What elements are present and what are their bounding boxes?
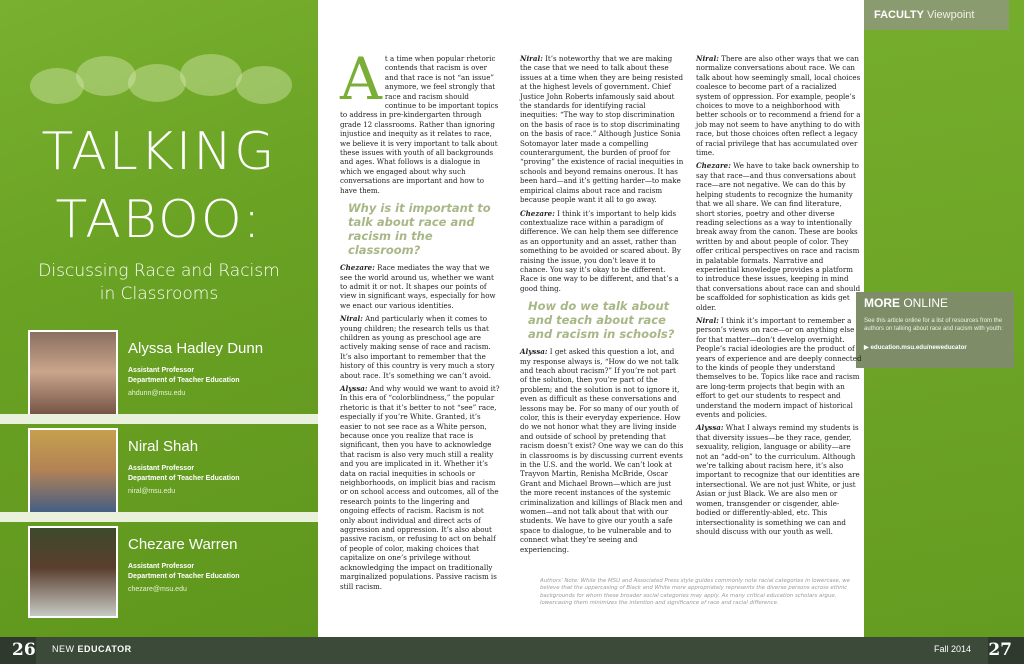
subtitle-line-1: Discussing Race and Racism — [38, 261, 280, 281]
author-email[interactable]: chezare@msu.edu — [128, 586, 187, 593]
more-online-title-rest: ONLINE — [900, 296, 949, 310]
speaker-name: Chezare: — [340, 263, 375, 273]
speaker-name: Niral: — [520, 54, 543, 63]
paragraph-text: I think it’s important to help kids contextualize race within a paradigm of difference. We can help them see difference as an opportunity and an asset, rather than something to be avoided or scared about. By raising the issue, you don’t leave it to chance. You say it’s okay to be different. Race is one way to be different, and that’s a good thing. — [520, 208, 681, 293]
author-title: Assistant Professor — [128, 465, 195, 472]
paragraph-text: It’s noteworthy that we are making the case that we need to talk about these issues at a time when they are being resisted at the highest levels of government. Chief Justice John Roberts infamously said about the standards for identifying racial inequities: “The way to stop discrimination on the basis of race is to stop discriminating on the basis of race.” Although Justice Sonia Sotomayor later made a compelling counterargument, the burden of proof for “proving” the existence of racial inequities in schools and beyond remains onerous. It has been hard—and it’s getting harder—to make empirical claims about race and racism because people want it all to go away. — [520, 54, 684, 205]
author-name: Chezare Warren — [128, 536, 238, 553]
author-photo — [28, 526, 118, 618]
paragraph — [520, 54, 684, 205]
paragraph-text: I think it’s important to remember a person’s views on race—or on anything else for that matter—don’t develop overnight. People’s racial ideologies are the product of years of experience and are deeply connected to the kinds of people they understand themselves to be. Topics like race and racism are long-term projects that begin with an effort to get our students to respect and understand the modern impact of historical events and policies. — [696, 315, 862, 420]
paragraph-text: What I always remind my students is that diversity issues—be they race, gender, sexuality, religion, language or ability—are not an “add-on” to the curriculum. Although we’re talking about racism here, it’s also important to recognize that our identities are intersectional. We are not just White, or just Asian or just Black. We are also men or women, transgender or cisgender, able-bodied or differently-abled, etc. This intersectionality is something we can and should discuss with our youth as well. — [696, 423, 860, 536]
cover-panel — [0, 0, 318, 637]
speaker-name: Alyssa: — [520, 347, 548, 357]
speaker-name: Alyssa: — [340, 383, 368, 393]
paragraph-text: We have to take back ownership to say that race—and thus conversations about race—are not negative. We can do this by helping students to recognize the humanity that we all share. We can find literature, short stories, poetry and other diverse reading selections as a way to intentionally break away from the canon. These are books written by and about people of color. They offer critical perspectives on race and racism in palatable formats. Narrative and experiential knowledge provides a platform to introduce these issues, keeping in mind that conversations about race can and should be scaffolded for sophistication as kids get older. — [696, 161, 861, 312]
cursor-icon: ▶ — [864, 344, 871, 351]
author-title: Assistant Professor — [128, 563, 195, 570]
author-role — [128, 366, 240, 386]
author-role — [128, 464, 240, 484]
section-tag — [864, 0, 1009, 30]
title-line-1: TALKING — [41, 122, 277, 182]
page-number-left: 26 — [12, 640, 36, 660]
more-online-title-bold: MORE — [864, 296, 900, 310]
page-footer — [0, 637, 1024, 664]
magazine-name — [52, 644, 132, 654]
author-name: Alyssa Hadley Dunn — [128, 340, 264, 357]
issue-date: Fall 2014 — [934, 644, 972, 654]
speech-bubble-icon — [180, 54, 242, 96]
section-tag-bold: FACULTY — [874, 9, 924, 21]
paragraph-text: And particularly when it comes to young children; the research tells us that children as young as preschool age are actively making sense of race and racism. It’s also important to remember that the history of this country is very much a story about race. It’s something we can’t avoid. — [340, 314, 495, 380]
speech-bubble-icon — [76, 56, 136, 96]
more-online-title — [864, 296, 948, 310]
author-name: Niral Shah — [128, 438, 199, 455]
author-email[interactable]: niral@msu.edu — [128, 488, 176, 495]
author-department: Department of Teacher Education — [128, 475, 240, 482]
section-heading: Why is it important to talk about race and racism in the classroom? — [348, 201, 491, 258]
author-photo — [28, 330, 118, 422]
authors-note: Authors’ Note: While the MSU and Associated Press style guides commonly note racial categories in lowercase, we believe that the uppercasing of Black and White more appropriately represents the diverse persons across ethnic backgrounds for whom these broader social categories may apply. As many critical education scholars argue, lowercasing them minimizes the intention and significance of race and racial difference. — [540, 578, 850, 607]
paragraph — [696, 54, 862, 157]
divider — [0, 414, 318, 424]
author-email[interactable]: ahdunn@msu.edu — [128, 390, 186, 397]
author-card — [0, 424, 318, 522]
speaker-name: Chezare: — [696, 161, 731, 171]
author-card — [0, 326, 318, 424]
author-title: Assistant Professor — [128, 367, 195, 374]
intro-paragraph — [340, 45, 500, 195]
section-tag-rest: Viewpoint — [923, 9, 975, 21]
paragraph — [340, 314, 500, 380]
author-photo — [28, 428, 118, 520]
speaker-name: Niral: — [696, 54, 719, 63]
speaker-name: Alyssa: — [696, 423, 724, 433]
article-column-3 — [696, 54, 862, 540]
paragraph-text: Race mediates the way that we see the world around us, whether we want to admit it or not. It shapes our points of view in significant ways, especially for how we enact our various identities. — [340, 263, 496, 310]
intro-text: t a time when popular rhetoric contends that racism is over and that race is not “an issue” anymore, we feel strongly that race and racism should continue to be important topics to address in pre-kindergarten through grade 12 classrooms. Rather than ignoring injustice and inequity as it relates to race, we believe it is very important to talk about these issues with youth of all backgrounds and ages. What follows is a dialogue in which we engaged about why such conversations are important and how to have them. — [340, 54, 499, 195]
subtitle — [0, 260, 318, 306]
author-role — [128, 562, 240, 582]
speaker-name: Chezare: — [520, 208, 555, 218]
paragraph — [520, 347, 684, 554]
paragraph — [696, 316, 862, 419]
more-online-box — [856, 292, 1014, 368]
magazine-name-b: EDUCATOR — [77, 644, 132, 654]
title-line-2: TABOO: — [55, 190, 263, 250]
subtitle-line-2: in Classrooms — [99, 284, 219, 304]
article-column-1 — [340, 45, 500, 595]
article-column-2 — [520, 54, 684, 558]
author-card — [0, 522, 318, 620]
paragraph-text: I get asked this question a lot, and my response always is, “How do we not talk and teach about racism?” If you’re not part of the solution, then you’re part of the problem; and the solution is not to ignore it, even as difficult as these conversations and lessons may be. For so many of our youth of color, this is their everyday experience. How do we not honor what they are living inside and outside of school by pretending that racism doesn’t exist? One way we can do this in classrooms is by discussing current events in the U.S. and the world. We can’t look at Trayvon Martin, Renisha McBride, Oscar Grant and Michael Brown—which are just the more recent instances of the systemic criminalization and killings of Black men and women—and not talk about that with our students. We have to give our youth a safe space to dialogue, to be vulnerable and to connect what they’re seeing and experiencing. — [520, 347, 684, 554]
more-online-link[interactable] — [864, 344, 967, 351]
paragraph — [696, 423, 862, 536]
section-heading: How do we talk about and teach about race and racism in schools? — [528, 299, 675, 342]
speaker-name: Niral: — [696, 315, 719, 325]
paragraph — [340, 263, 500, 310]
more-online-text: See this article online for a list of resources from the authors on talking about race and racism with youth: — [864, 318, 1003, 332]
speech-bubble-icon — [236, 66, 292, 104]
speaker-name: Niral: — [340, 314, 363, 324]
drop-cap: A — [340, 45, 382, 113]
speech-bubble-icon — [128, 64, 186, 102]
paragraph — [696, 161, 862, 312]
author-department: Department of Teacher Education — [128, 573, 240, 580]
paragraph — [340, 384, 500, 591]
magazine-name-a: NEW — [52, 644, 78, 654]
page-number-right: 27 — [988, 640, 1012, 660]
speech-bubbles-graphic — [30, 50, 300, 120]
author-department: Department of Teacher Education — [128, 377, 240, 384]
more-online-url[interactable]: education.msu.edu/neweducator — [870, 344, 967, 351]
divider — [0, 512, 318, 522]
paragraph-text: And why would we want to avoid it? In this era of “colorblindness,” the popular rhetoric is that it’s better to not “see” race, especially if you’re White. Granted, it’s easier to not see race as a White person, because once you realize that race is significant, then you have to acknowledge that racism is also very much still a reality and you are implicated in it. Whether it’s data on racial inequities in schools or neighborhoods, on implicit bias and racism or on school access and outcomes, all of the research points to the lingering and ongoing effects of racism. Racism is not only about individual and direct acts of aggression and oppression. It’s also about passive racism, or refusing to act on behalf of people of color, making choices that capitalize on one’s privilege without acknowledging the impact on traditionally marginalized populations. Passive racism is still racism. — [340, 383, 500, 591]
paragraph — [520, 209, 684, 294]
paragraph-text: There are also other ways that we can normalize conversations about race. We can talk about how seemingly small, local choices coalesce to become part of a racialized system of oppression. For example, people’s choices to move to a neighborhood with better schools or to recommend a friend for a job may not seem to have anything to do with race, but those choices often reflect a legacy of racial privilege that has accumulated over time. — [696, 54, 861, 158]
